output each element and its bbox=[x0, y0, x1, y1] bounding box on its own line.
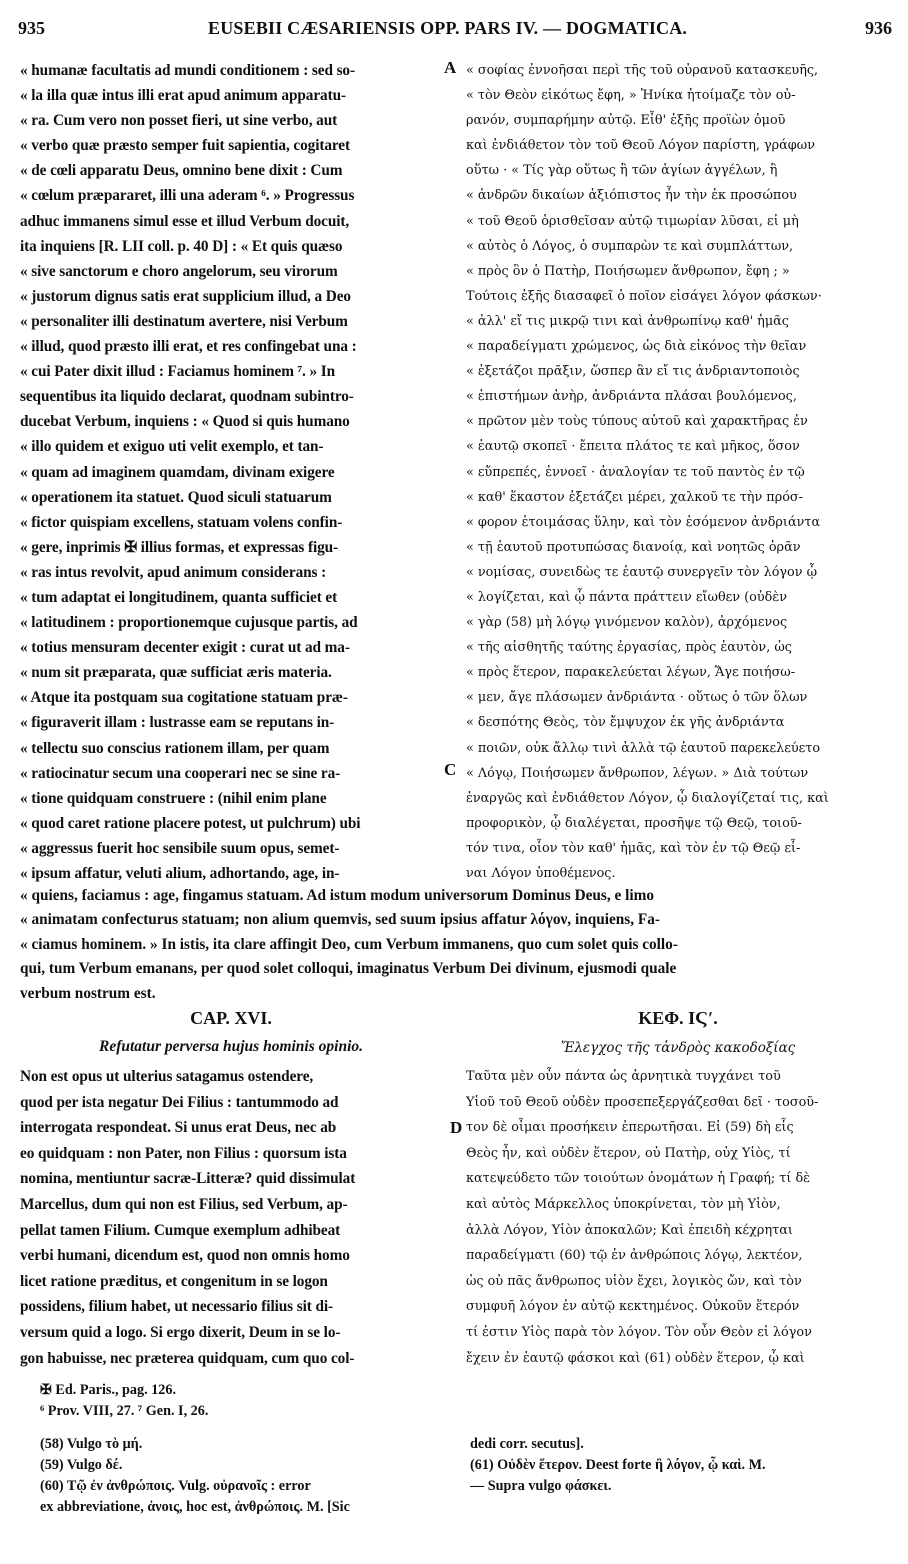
text-line: « τῆς αἰσθητῆς ταύτης ἐργασίας, πρὸς ἑαυτὸν, ὡς bbox=[466, 640, 792, 656]
footnotes-right bbox=[470, 1434, 890, 1524]
text-line: qui, tum Verbum emanans, per quod solet colloqui, imaginatus Verbum Dei divinum, ejusmodi quale bbox=[20, 960, 677, 978]
text-line: « φορον ἑτοιμάσας ὕλην, καὶ τὸν ἐσόμενον ἀνδριάντα bbox=[466, 514, 821, 530]
text-line: « ποιῶν, οὐκ ἄλλῳ τινὶ ἀλλὰ τῷ ἑαυτοῦ παρεκελεύετο bbox=[466, 740, 821, 756]
margin-letter-c: C bbox=[444, 760, 457, 779]
footnote-line: — Supra vulgo φάσκει. bbox=[470, 1478, 612, 1494]
text-line: « quiens, faciamus : age, fingamus statuam. Ad istum modum universorum Dominus Deus, e limo bbox=[20, 887, 655, 904]
text-line: ἐναργῶς καὶ ἐνδιάθετον Λόγον, ᾧ διαλογίζεταί τις, καὶ bbox=[466, 790, 829, 806]
text-line: verbum nostrum est. bbox=[20, 984, 156, 1002]
text-line: sequentibus ita liquido declarat, quodnam subintro- bbox=[20, 388, 354, 406]
text-line: adhuc immanens simul esse et illud Verbum docuit, bbox=[20, 212, 350, 230]
text-line: « cui Pater dixit illud : Faciamus hominem ⁷. » In bbox=[20, 363, 336, 381]
text-line: « ciamus hominem. » In istis, ita clare affingit Deo, cum Verbum immanens, quo cum solet quis collo- bbox=[20, 935, 678, 953]
margin-letter-a: A bbox=[444, 58, 457, 77]
latin-column-top bbox=[20, 58, 442, 888]
text-line: « illud, quod præsto illi erat, et res confingebat una : bbox=[20, 338, 357, 356]
footnote-line: (58) Vulgo τὸ μή. bbox=[40, 1436, 143, 1452]
text-line: « humanæ facultatis ad mundi conditionem : sed so- bbox=[20, 62, 355, 79]
text-line: « num sit præparata, quæ sufficiat æris materia. bbox=[20, 664, 332, 682]
text-line: ἀλλὰ Λόγον, Υἱὸν ἀποκαλῶν; Καὶ ἐπειδὴ κέχρηται bbox=[466, 1222, 793, 1238]
text-line: Τούτοις ἑξῆς διασαφεῖ ὁ ποῖον εἰσάγει λόγον φάσκων· bbox=[466, 288, 822, 304]
text-line: « latitudinem : proportionemque cujusque partis, ad bbox=[20, 614, 358, 632]
text-line: « figuraverit illam : lustrasse eam se reputans in- bbox=[20, 714, 335, 732]
text-line: « Atque ita postquam sua cogitatione statuam præ- bbox=[20, 689, 348, 707]
margin-letter-d: D bbox=[450, 1118, 463, 1137]
text-line: « αὐτὸς ὁ Λόγος, ὁ συμπαρὼν τε καὶ συμπλάττων, bbox=[466, 238, 794, 254]
footnote-line: (61) Οὐδὲν ἕτερον. Deest forte ἢ λόγον, ᾧ καὶ. M. bbox=[470, 1457, 766, 1473]
text-line: « τῇ ἑαυτοῦ προτυπώσας διανοίᾳ, καὶ νοητῶς ὁρᾶν bbox=[466, 539, 801, 555]
text-line: προφορικὸν, ᾧ διαλέγεται, προσῆψε τῷ Θεῷ, τοιοῦ- bbox=[466, 815, 802, 831]
text-line: « ἀλλ' εἴ τις μικρῷ τινι καὶ ἀνθρωπίνῳ καθ' ἡμᾶς bbox=[466, 313, 789, 329]
text-line: « verbo quæ præsto semper fuit sapientia, cogitaret bbox=[20, 137, 350, 155]
text-line: « sive sanctorum e choro angelorum, seu virorum bbox=[20, 262, 338, 280]
text-line: « παραδείγματι χρώμενος, ὡς διὰ εἰκόνος τὴν θεῖαν bbox=[466, 339, 807, 355]
text-line: « la illa quæ intus illi erat apud animum apparatu- bbox=[20, 87, 346, 105]
text-line: « Λόγῳ, Ποιήσωμεν ἄνθρωπον, λέγων. » Διὰ τούτων bbox=[466, 765, 809, 781]
text-line: eo quidquam : non Pater, non Filius : quorsum ista bbox=[20, 1144, 347, 1162]
text-line: « ratiocinatur secum una cooperari nec se sine ra- bbox=[20, 764, 341, 782]
footnotes-left bbox=[40, 1434, 442, 1524]
text-line: Ταῦτα μὲν οὖν πάντα ὡς ἀρνητικὰ τυγχάνει τοῦ bbox=[466, 1069, 781, 1084]
text-line: « gere, inprimis ✠ illius formas, et expressas figu- bbox=[20, 538, 339, 556]
text-line: τόν τινα, οἷον τὸν καθ' ἡμᾶς, καὶ τὸν ἐν τῷ Θεῷ εἶ- bbox=[466, 840, 801, 856]
text-line: ἔχειν ἐν ἑαυτῷ φάσκοι καὶ (61) οὐδὲν ἕτερον, ᾧ καὶ bbox=[466, 1350, 805, 1366]
text-line: « justorum dignus satis erat supplicium illud, a Deo bbox=[20, 287, 351, 305]
text-line: « δεσπότης Θεὸς, τὸν ἔμψυχον ἐκ γῆς ἀνδριάντα bbox=[466, 715, 785, 731]
text-line: παραδείγματι (60) τῷ ἐν ἀνθρώποις λόγῳ, λεκτέον, bbox=[466, 1248, 803, 1264]
text-line: « tellectu suo conscius rationem illam, per quam bbox=[20, 739, 330, 757]
text-line: Non est opus ut ulterius satagamus ostendere, bbox=[20, 1068, 314, 1085]
text-line: quod per ista negatur Dei Filius : tantummodo ad bbox=[20, 1093, 339, 1111]
text-line: « ra. Cum vero non posset fieri, ut sine verbo, aut bbox=[20, 112, 338, 130]
text-line: ναι Λόγον ὑποθέμενος. bbox=[466, 866, 616, 881]
text-line: « tum adaptat ei longitudinem, quanta sufficiet et bbox=[20, 588, 338, 606]
chapter-heading-greek: ΚΕΦ. ΙϚʹ. bbox=[638, 1008, 718, 1028]
text-line: « ἀνδρῶν δικαίων ἀξιόπιστος ἦν τὴν ἐκ προσώπου bbox=[466, 188, 797, 204]
text-line: pellat tamen Filium. Cumque exemplum adhibeat bbox=[20, 1221, 341, 1239]
text-line: τί ἐστιν Υἱὸς παρὰ τὸν λόγον. Τὸν οὖν Θεὸν εἰ λόγον bbox=[466, 1324, 812, 1340]
text-line: « λογίζεται, καὶ ᾧ πάντα πράττειν εἴωθεν (οὐδὲν bbox=[466, 589, 787, 605]
text-line: « πρὸς ἕτερον, παρακελεύεται λέγων, Ἄγε ποιήσω- bbox=[466, 665, 796, 681]
chapter-subtitle-latin: Refutatur perversa hujus hominis opinio. bbox=[99, 1038, 363, 1055]
text-line: « τὸν Θεὸν εἰκότως ἔφη, » Ἡνίκα ἡτοίμαζε τὸν οὐ- bbox=[466, 88, 796, 104]
page-number-right: 936 bbox=[865, 18, 892, 38]
text-line: « ἐξετάζοι πρᾶξιν, ὥσπερ ἂν εἴ τις ἀνδριαντοποιὸς bbox=[466, 364, 800, 380]
text-line: ρανόν, συμπαρήμην αὐτῷ. Εἶθ' ἑξῆς προϊὼν ὁμοῦ bbox=[466, 113, 786, 129]
text-line: « ἑαυτῷ σκοπεῖ · ἔπειτα πλάτος τε καὶ μῆκος, ὅσον bbox=[466, 439, 800, 455]
text-line: « εὔπρεπές, ἐννοεῖ · ἀναλογίαν τε τοῦ παντὸς ἐν τῷ bbox=[466, 464, 805, 480]
footnote-line: (60) Τῷ ἐν ἀνθρώποις. Vulg. οὐρανοῖς : error bbox=[40, 1478, 311, 1494]
chapter-subtitle-greek: Ἔλεγχος τῆς τἀνδρὸς κακοδοξίας bbox=[560, 1040, 796, 1056]
text-line: Marcellus, dum qui non est Filius, sed Verbum, ap- bbox=[20, 1195, 348, 1213]
footnote-references bbox=[40, 1380, 440, 1426]
text-line: gon habuisse, nec præterea quidquam, cum quo col- bbox=[20, 1349, 355, 1367]
footnote-line: ⁶ Prov. VIII, 27. ⁷ Gen. I, 26. bbox=[40, 1403, 209, 1419]
text-line: « aggressus fuerit hoc sensibile suum opus, semet- bbox=[20, 839, 340, 857]
text-line: « illo quidem et exiguo uti velit exemplo, et tan- bbox=[20, 438, 324, 456]
text-line: licet ratione præditus, et congenitum in se logon bbox=[20, 1272, 328, 1290]
text-line: « ras intus revolvit, apud animum considerans : bbox=[20, 563, 327, 581]
text-line: « σοφίας ἐννοῆσαι περὶ τῆς τοῦ οὐρανοῦ κατασκευῆς, bbox=[466, 63, 819, 78]
text-line: Θεὸς ἦν, καὶ οὐδὲν ἕτερον, οὐ Πατὴρ, οὐχ Υἱὸς, τί bbox=[466, 1145, 791, 1161]
text-line: « quod caret ratione placere potest, ut pulchrum) ubi bbox=[20, 814, 361, 832]
footnote-line: dedi corr. secutus]. bbox=[470, 1436, 584, 1452]
greek-column-top bbox=[466, 58, 890, 888]
text-line: « cœlum præpararet, illi una aderam ⁶. » Progressus bbox=[20, 187, 355, 205]
page-number-left: 935 bbox=[18, 18, 45, 38]
latin-column-chapter bbox=[20, 1064, 442, 1376]
text-line: « de cœli apparatu Deus, omnino bene dixit : Cum bbox=[20, 162, 343, 180]
text-line: « καθ' ἕκαστον ἐξετάζει μέρει, χαλκοῦ τε τὴν πρόσ- bbox=[466, 489, 803, 505]
text-line: τον δὲ οἶμαι προσήκειν ἐπερωτῆσαι. Εἰ (59) δὴ εἷς bbox=[466, 1120, 794, 1136]
chapter-heading-latin: CAP. XVI. bbox=[190, 1008, 272, 1028]
text-line: « πρὸς ὃν ὁ Πατὴρ, Ποιήσωμεν ἄνθρωπον, ἔφη ; » bbox=[466, 263, 790, 279]
text-line: ita inquiens [R. LII coll. p. 40 D] : « Et quis quæso bbox=[20, 237, 343, 255]
text-line: « μεν, ἄγε πλάσωμεν ἀνδριάντα · οὕτως ὁ τῶν ὅλων bbox=[466, 690, 808, 706]
text-line: interrogata respondeat. Si unus erat Deus, nec ab bbox=[20, 1119, 337, 1137]
text-line: verbi humani, dicendum est, quod non omnis homo bbox=[20, 1247, 350, 1265]
text-line: « ipsum affatur, veluti alium, adhortando, age, in- bbox=[20, 865, 340, 882]
text-line: « τοῦ Θεοῦ ὁρισθεῖσαν αὐτῷ τιμωρίαν λῦσαι, εἰ μὴ bbox=[466, 213, 799, 229]
running-header bbox=[18, 18, 892, 42]
running-title: EUSEBII CÆSARIENSIS OPP. PARS IV. — DOGMATICA. bbox=[208, 18, 688, 38]
text-line: καὶ ἐνδιάθετον τὸν τοῦ Θεοῦ Λόγον παρίστη, γράφων bbox=[466, 138, 815, 154]
text-line: « animatam confecturus statuam; non alium quemvis, sed suum ipsius affatur λόγον, inquiens, Fa- bbox=[20, 911, 660, 929]
text-line: « quam ad imaginem quamdam, divinam exigere bbox=[20, 463, 335, 481]
text-line: οὕτω · « Τίς γὰρ οὕτως ἢ τῶν ἁγίων ἀγγέλων, ἢ bbox=[466, 163, 778, 179]
text-line: « πρῶτον μὲν τοὺς τύπους αὐτοῦ καὶ χαρακτῆρας ἐν bbox=[466, 414, 808, 430]
text-line: « νομίσας, συνειδὼς τε ἑαυτῷ συνεργεῖν τὸν λόγον ᾧ bbox=[466, 564, 818, 580]
text-line: καὶ αὐτὸς Μάρκελλος ὑποκρίνεται, τὸν μὴ Υἱὸν, bbox=[466, 1196, 781, 1212]
text-line: ὡς οὐ πᾶς ἄνθρωπος υἱὸν ἔχει, λογικὸς ὤν, καὶ τὸν bbox=[466, 1273, 802, 1289]
latin-full-width-passage bbox=[20, 884, 890, 1008]
text-line: possidens, filium habet, ut necessario filius sit di- bbox=[20, 1298, 333, 1316]
text-line: συμφυῆ λόγον ἐν αὐτῷ κεκτημένος. Οὐκοῦν ἕτερόν bbox=[466, 1299, 800, 1315]
footnote-line: (59) Vulgo δέ. bbox=[40, 1457, 123, 1473]
text-line: κατεψεύδετο τῶν τοιούτων ὀνομάτων ἡ Γραφή; τί δὲ bbox=[466, 1171, 811, 1187]
footnote-line: ✠ Ed. Paris., pag. 126. bbox=[40, 1382, 177, 1398]
footnote-line: ex abbreviatione, ἀνοις, hoc est, ἀνθρώποις. M. [Sic bbox=[40, 1499, 350, 1515]
text-line: « fictor quispiam excellens, statuam volens confin- bbox=[20, 513, 343, 531]
text-line: « γὰρ (58) μὴ λόγῳ γινόμενον καλὸν), ἀρχόμενος bbox=[466, 615, 788, 631]
text-line: « personaliter illi destinatum avertere, nisi Verbum bbox=[20, 312, 348, 330]
text-line: Υἱοῦ τοῦ Θεοῦ οὐδὲν προσεπεξεργάζεσθαι δεῖ · τοσοῦ- bbox=[466, 1094, 819, 1110]
text-line: « totius mensuram decenter exigit : curat ut ad ma- bbox=[20, 639, 350, 657]
text-line: « tione quidquam construere : (nihil enim plane bbox=[20, 789, 327, 807]
text-line: ducebat Verbum, inquiens : « Quod si quis humano bbox=[20, 413, 350, 431]
text-line: « ἐπιστήμων ἀνὴρ, ἀνδριάντα πλάσαι βουλόμενος, bbox=[466, 389, 797, 405]
text-line: nomina, mentiuntur sacræ-Litteræ? quid dissimulat bbox=[20, 1170, 356, 1188]
text-line: versum quid a logo. Si ergo dixerit, Deum in se lo- bbox=[20, 1323, 341, 1341]
text-line: « operationem ita statuet. Quod siculi statuarum bbox=[20, 488, 332, 506]
greek-column-chapter bbox=[466, 1064, 890, 1376]
